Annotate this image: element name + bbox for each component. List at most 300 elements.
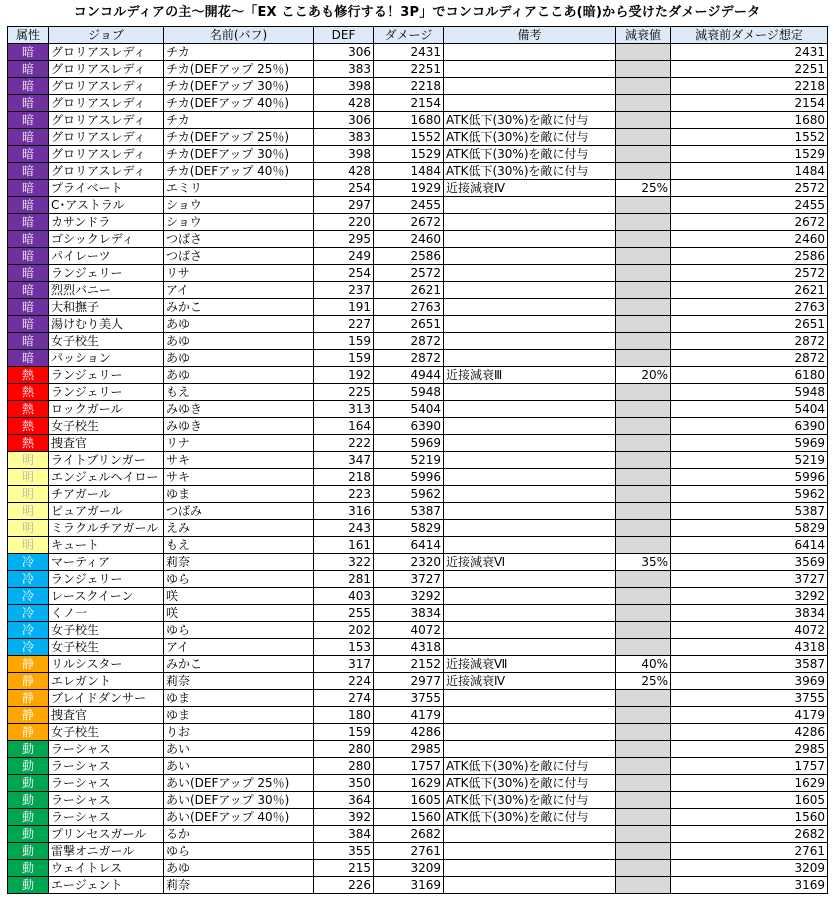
- damage-cell: 1552: [374, 129, 444, 146]
- damage-cell: 2682: [374, 826, 444, 843]
- name-cell: 咲: [164, 588, 314, 605]
- table-row: [8, 843, 828, 860]
- header-def: DEF: [314, 27, 374, 44]
- estimate-cell: 2251: [671, 61, 828, 78]
- job-cell: 雷撃オニガール: [49, 843, 164, 860]
- name-cell: みかこ: [164, 656, 314, 673]
- attribute-cell: 暗: [8, 316, 49, 333]
- note-cell: [444, 503, 616, 520]
- header-name-buff: 名前(バフ): [164, 27, 314, 44]
- job-cell: ランジェリー: [49, 384, 164, 401]
- damage-cell: 6414: [374, 537, 444, 554]
- def-cell: 313: [314, 401, 374, 418]
- estimate-cell: 5404: [671, 401, 828, 418]
- job-cell: C･アストラル: [49, 197, 164, 214]
- damage-cell: 2218: [374, 78, 444, 95]
- note-cell: ATK低下(30%)を敵に付与: [444, 758, 616, 775]
- table-row: [8, 605, 828, 622]
- name-cell: チカ(DEFアップ 25％): [164, 129, 314, 146]
- estimate-cell: 1484: [671, 163, 828, 180]
- attribute-cell: 熱: [8, 401, 49, 418]
- job-cell: グロリアスレディ: [49, 163, 164, 180]
- damage-cell: 3209: [374, 860, 444, 877]
- decay-cell: [616, 741, 671, 758]
- job-cell: 烈烈バニー: [49, 282, 164, 299]
- job-cell: グロリアスレディ: [49, 44, 164, 61]
- note-cell: [444, 605, 616, 622]
- estimate-cell: 2872: [671, 350, 828, 367]
- attribute-cell: 動: [8, 843, 49, 860]
- table-row: [8, 197, 828, 214]
- note-cell: [444, 707, 616, 724]
- def-cell: 222: [314, 435, 374, 452]
- note-cell: [444, 877, 616, 894]
- decay-cell: [616, 418, 671, 435]
- note-cell: ATK低下(30%)を敵に付与: [444, 775, 616, 792]
- estimate-cell: 5829: [671, 520, 828, 537]
- def-cell: 398: [314, 78, 374, 95]
- attribute-cell: 静: [8, 724, 49, 741]
- damage-cell: 2651: [374, 316, 444, 333]
- name-cell: もえ: [164, 537, 314, 554]
- table-row: [8, 469, 828, 486]
- damage-cell: 2320: [374, 554, 444, 571]
- attribute-cell: 動: [8, 758, 49, 775]
- decay-cell: [616, 44, 671, 61]
- estimate-cell: 1629: [671, 775, 828, 792]
- job-cell: グロリアスレディ: [49, 146, 164, 163]
- def-cell: 202: [314, 622, 374, 639]
- job-cell: チアガール: [49, 486, 164, 503]
- estimate-cell: 2763: [671, 299, 828, 316]
- name-cell: アイ: [164, 282, 314, 299]
- table-row: [8, 299, 828, 316]
- def-cell: 243: [314, 520, 374, 537]
- table-row: [8, 588, 828, 605]
- job-cell: ラーシャス: [49, 758, 164, 775]
- job-cell: 湯けむり美人: [49, 316, 164, 333]
- decay-cell: [616, 724, 671, 741]
- attribute-cell: 暗: [8, 214, 49, 231]
- damage-cell: 4179: [374, 707, 444, 724]
- name-cell: あゆ: [164, 316, 314, 333]
- damage-cell: 3834: [374, 605, 444, 622]
- job-cell: ラーシャス: [49, 775, 164, 792]
- job-cell: グロリアスレディ: [49, 112, 164, 129]
- estimate-cell: 2572: [671, 265, 828, 282]
- damage-cell: 2977: [374, 673, 444, 690]
- def-cell: 281: [314, 571, 374, 588]
- decay-cell: [616, 316, 671, 333]
- def-cell: 223: [314, 486, 374, 503]
- damage-cell: 5219: [374, 452, 444, 469]
- job-cell: ランジェリー: [49, 367, 164, 384]
- decay-cell: [616, 843, 671, 860]
- table-row: [8, 95, 828, 112]
- note-cell: [444, 44, 616, 61]
- estimate-cell: 2455: [671, 197, 828, 214]
- job-cell: キュート: [49, 537, 164, 554]
- table-row: [8, 486, 828, 503]
- header-notes: 備考: [444, 27, 616, 44]
- table-row: [8, 758, 828, 775]
- note-cell: [444, 843, 616, 860]
- job-cell: グロリアスレディ: [49, 129, 164, 146]
- note-cell: [444, 622, 616, 639]
- header-job: ジョブ: [49, 27, 164, 44]
- name-cell: あゆ: [164, 350, 314, 367]
- estimate-cell: 2621: [671, 282, 828, 299]
- table-row: [8, 78, 828, 95]
- table-row: [8, 401, 828, 418]
- note-cell: [444, 486, 616, 503]
- def-cell: 254: [314, 180, 374, 197]
- attribute-cell: 熱: [8, 367, 49, 384]
- decay-cell: [616, 707, 671, 724]
- attribute-cell: 動: [8, 741, 49, 758]
- attribute-cell: 暗: [8, 112, 49, 129]
- job-cell: ラーシャス: [49, 809, 164, 826]
- estimate-cell: 2586: [671, 248, 828, 265]
- note-cell: [444, 265, 616, 282]
- name-cell: チカ(DEFアップ 30％): [164, 78, 314, 95]
- job-cell: グロリアスレディ: [49, 61, 164, 78]
- note-cell: 近接減衰Ⅳ: [444, 673, 616, 690]
- decay-cell: [616, 622, 671, 639]
- estimate-cell: 3755: [671, 690, 828, 707]
- note-cell: [444, 282, 616, 299]
- name-cell: ゆら: [164, 843, 314, 860]
- table-row: [8, 333, 828, 350]
- decay-cell: [616, 588, 671, 605]
- job-cell: 女子校生: [49, 418, 164, 435]
- table-row: [8, 214, 828, 231]
- note-cell: [444, 537, 616, 554]
- table-row: [8, 826, 828, 843]
- def-cell: 306: [314, 112, 374, 129]
- decay-cell: [616, 775, 671, 792]
- def-cell: 383: [314, 61, 374, 78]
- attribute-cell: 熱: [8, 384, 49, 401]
- def-cell: 226: [314, 877, 374, 894]
- attribute-cell: 冷: [8, 622, 49, 639]
- decay-cell: [616, 350, 671, 367]
- name-cell: あい: [164, 741, 314, 758]
- attribute-cell: 明: [8, 452, 49, 469]
- damage-cell: 2761: [374, 843, 444, 860]
- table-row: [8, 180, 828, 197]
- job-cell: ミラクルチアガール: [49, 520, 164, 537]
- table-row: [8, 860, 828, 877]
- decay-cell: [616, 758, 671, 775]
- damage-cell: 2152: [374, 656, 444, 673]
- attribute-cell: 冷: [8, 588, 49, 605]
- name-cell: チカ(DEFアップ 25％): [164, 61, 314, 78]
- def-cell: 254: [314, 265, 374, 282]
- decay-cell: [616, 129, 671, 146]
- name-cell: つばみ: [164, 503, 314, 520]
- def-cell: 224: [314, 673, 374, 690]
- name-cell: 咲: [164, 605, 314, 622]
- table-row: [8, 724, 828, 741]
- name-cell: あゆ: [164, 333, 314, 350]
- decay-cell: [616, 469, 671, 486]
- attribute-cell: 暗: [8, 299, 49, 316]
- def-cell: 322: [314, 554, 374, 571]
- name-cell: チカ: [164, 44, 314, 61]
- decay-cell: [616, 248, 671, 265]
- estimate-cell: 5387: [671, 503, 828, 520]
- def-cell: 392: [314, 809, 374, 826]
- attribute-cell: 暗: [8, 350, 49, 367]
- attribute-cell: 動: [8, 877, 49, 894]
- def-cell: 383: [314, 129, 374, 146]
- estimate-cell: 3569: [671, 554, 828, 571]
- attribute-cell: 暗: [8, 129, 49, 146]
- name-cell: ゆま: [164, 486, 314, 503]
- decay-cell: [616, 860, 671, 877]
- note-cell: [444, 350, 616, 367]
- damage-cell: 4072: [374, 622, 444, 639]
- estimate-cell: 2872: [671, 333, 828, 350]
- attribute-cell: 暗: [8, 282, 49, 299]
- table-row: [8, 367, 828, 384]
- decay-cell: [616, 333, 671, 350]
- attribute-cell: 明: [8, 537, 49, 554]
- def-cell: 159: [314, 724, 374, 741]
- def-cell: 274: [314, 690, 374, 707]
- damage-cell: 2455: [374, 197, 444, 214]
- decay-cell: [616, 639, 671, 656]
- name-cell: みゆき: [164, 401, 314, 418]
- table-row: [8, 520, 828, 537]
- note-cell: [444, 690, 616, 707]
- decay-cell: [616, 520, 671, 537]
- damage-cell: 2985: [374, 741, 444, 758]
- estimate-cell: 5969: [671, 435, 828, 452]
- def-cell: 227: [314, 316, 374, 333]
- decay-cell: [616, 95, 671, 112]
- job-cell: エージェント: [49, 877, 164, 894]
- table-row: [8, 418, 828, 435]
- estimate-cell: 2761: [671, 843, 828, 860]
- estimate-cell: 3834: [671, 605, 828, 622]
- job-cell: 女子校生: [49, 724, 164, 741]
- attribute-cell: 明: [8, 520, 49, 537]
- estimate-cell: 1552: [671, 129, 828, 146]
- job-cell: リルシスター: [49, 656, 164, 673]
- attribute-cell: 静: [8, 690, 49, 707]
- attribute-cell: 熱: [8, 435, 49, 452]
- decay-cell: [616, 537, 671, 554]
- def-cell: 220: [314, 214, 374, 231]
- damage-cell: 2872: [374, 350, 444, 367]
- def-cell: 295: [314, 231, 374, 248]
- def-cell: 398: [314, 146, 374, 163]
- def-cell: 280: [314, 741, 374, 758]
- job-cell: くノ一: [49, 605, 164, 622]
- name-cell: ショウ: [164, 197, 314, 214]
- note-cell: 近接減衰Ⅲ: [444, 367, 616, 384]
- estimate-cell: 2154: [671, 95, 828, 112]
- attribute-cell: 暗: [8, 146, 49, 163]
- decay-cell: 25%: [616, 180, 671, 197]
- job-cell: 女子校生: [49, 639, 164, 656]
- name-cell: つばさ: [164, 231, 314, 248]
- def-cell: 192: [314, 367, 374, 384]
- decay-cell: [616, 282, 671, 299]
- damage-cell: 5996: [374, 469, 444, 486]
- attribute-cell: 静: [8, 656, 49, 673]
- decay-cell: [616, 792, 671, 809]
- attribute-cell: 暗: [8, 61, 49, 78]
- damage-cell: 5829: [374, 520, 444, 537]
- attribute-cell: 暗: [8, 265, 49, 282]
- damage-cell: 5969: [374, 435, 444, 452]
- estimate-cell: 3169: [671, 877, 828, 894]
- job-cell: 女子校生: [49, 622, 164, 639]
- estimate-cell: 5962: [671, 486, 828, 503]
- table-row: [8, 792, 828, 809]
- table-row: [8, 741, 828, 758]
- damage-cell: 2460: [374, 231, 444, 248]
- attribute-cell: 熱: [8, 418, 49, 435]
- def-cell: 225: [314, 384, 374, 401]
- name-cell: るか: [164, 826, 314, 843]
- note-cell: [444, 588, 616, 605]
- note-cell: ATK低下(30%)を敵に付与: [444, 129, 616, 146]
- note-cell: [444, 95, 616, 112]
- note-cell: ATK低下(30%)を敵に付与: [444, 163, 616, 180]
- note-cell: [444, 860, 616, 877]
- note-cell: [444, 469, 616, 486]
- damage-cell: 1605: [374, 792, 444, 809]
- damage-cell: 1629: [374, 775, 444, 792]
- decay-cell: [616, 571, 671, 588]
- decay-cell: [616, 78, 671, 95]
- job-cell: ブレイドダンサー: [49, 690, 164, 707]
- def-cell: 403: [314, 588, 374, 605]
- estimate-cell: 2985: [671, 741, 828, 758]
- estimate-cell: 2572: [671, 180, 828, 197]
- name-cell: もえ: [164, 384, 314, 401]
- page-title: コンコルディアの主〜開花〜「EX ここあも修行する！3P」でコンコルディアここあ(暗)から受けたダメージデータ: [73, 5, 761, 20]
- decay-cell: 35%: [616, 554, 671, 571]
- table-row: [8, 554, 828, 571]
- name-cell: あゆ: [164, 367, 314, 384]
- header-damage: ダメージ: [374, 27, 444, 44]
- note-cell: [444, 741, 616, 758]
- job-cell: ウェイトレス: [49, 860, 164, 877]
- def-cell: 218: [314, 469, 374, 486]
- job-cell: 大和撫子: [49, 299, 164, 316]
- table-row: [8, 639, 828, 656]
- estimate-cell: 3209: [671, 860, 828, 877]
- attribute-cell: 冷: [8, 639, 49, 656]
- name-cell: ゆま: [164, 690, 314, 707]
- name-cell: チカ(DEFアップ 40％): [164, 95, 314, 112]
- header-row: [8, 27, 828, 44]
- job-cell: ピュアガール: [49, 503, 164, 520]
- note-cell: ATK低下(30%)を敵に付与: [444, 112, 616, 129]
- note-cell: [444, 401, 616, 418]
- name-cell: チカ(DEFアップ 30％): [164, 146, 314, 163]
- job-cell: パッション: [49, 350, 164, 367]
- damage-cell: 1929: [374, 180, 444, 197]
- attribute-cell: 動: [8, 809, 49, 826]
- note-cell: [444, 571, 616, 588]
- job-cell: 捜査官: [49, 435, 164, 452]
- decay-cell: [616, 61, 671, 78]
- def-cell: 191: [314, 299, 374, 316]
- damage-cell: 2763: [374, 299, 444, 316]
- def-cell: 306: [314, 44, 374, 61]
- decay-cell: [616, 265, 671, 282]
- name-cell: えみ: [164, 520, 314, 537]
- table-row: [8, 452, 828, 469]
- attribute-cell: 冷: [8, 605, 49, 622]
- damage-cell: 4286: [374, 724, 444, 741]
- table-row: [8, 384, 828, 401]
- def-cell: 428: [314, 163, 374, 180]
- damage-cell: 5387: [374, 503, 444, 520]
- decay-cell: [616, 214, 671, 231]
- name-cell: あい(DEFアップ 25％): [164, 775, 314, 792]
- header-attribute: 属性: [8, 27, 49, 44]
- attribute-cell: 明: [8, 503, 49, 520]
- note-cell: ATK低下(30%)を敵に付与: [444, 809, 616, 826]
- name-cell: 莉奈: [164, 877, 314, 894]
- name-cell: サキ: [164, 469, 314, 486]
- note-cell: 近接減衰Ⅶ: [444, 656, 616, 673]
- table-row: [8, 622, 828, 639]
- damage-cell: 4944: [374, 367, 444, 384]
- note-cell: 近接減衰Ⅳ: [444, 180, 616, 197]
- def-cell: 364: [314, 792, 374, 809]
- job-cell: グロリアスレディ: [49, 78, 164, 95]
- table-row: [8, 656, 828, 673]
- decay-cell: [616, 299, 671, 316]
- def-cell: 347: [314, 452, 374, 469]
- damage-cell: 5404: [374, 401, 444, 418]
- note-cell: [444, 248, 616, 265]
- def-cell: 280: [314, 758, 374, 775]
- job-cell: エンジェルヘイロー: [49, 469, 164, 486]
- attribute-cell: 静: [8, 673, 49, 690]
- attribute-cell: 暗: [8, 163, 49, 180]
- attribute-cell: 暗: [8, 333, 49, 350]
- attribute-cell: 動: [8, 860, 49, 877]
- damage-cell: 2431: [374, 44, 444, 61]
- table-row: [8, 537, 828, 554]
- table-row: [8, 503, 828, 520]
- table-body: [8, 44, 828, 894]
- estimate-cell: 4072: [671, 622, 828, 639]
- def-cell: 249: [314, 248, 374, 265]
- attribute-cell: 暗: [8, 231, 49, 248]
- name-cell: みかこ: [164, 299, 314, 316]
- name-cell: つばさ: [164, 248, 314, 265]
- estimate-cell: 6390: [671, 418, 828, 435]
- decay-cell: [616, 112, 671, 129]
- damage-cell: 3755: [374, 690, 444, 707]
- damage-cell: 3169: [374, 877, 444, 894]
- damage-cell: 1757: [374, 758, 444, 775]
- estimate-cell: 5996: [671, 469, 828, 486]
- estimate-cell: 4179: [671, 707, 828, 724]
- name-cell: アイ: [164, 639, 314, 656]
- estimate-cell: 6180: [671, 367, 828, 384]
